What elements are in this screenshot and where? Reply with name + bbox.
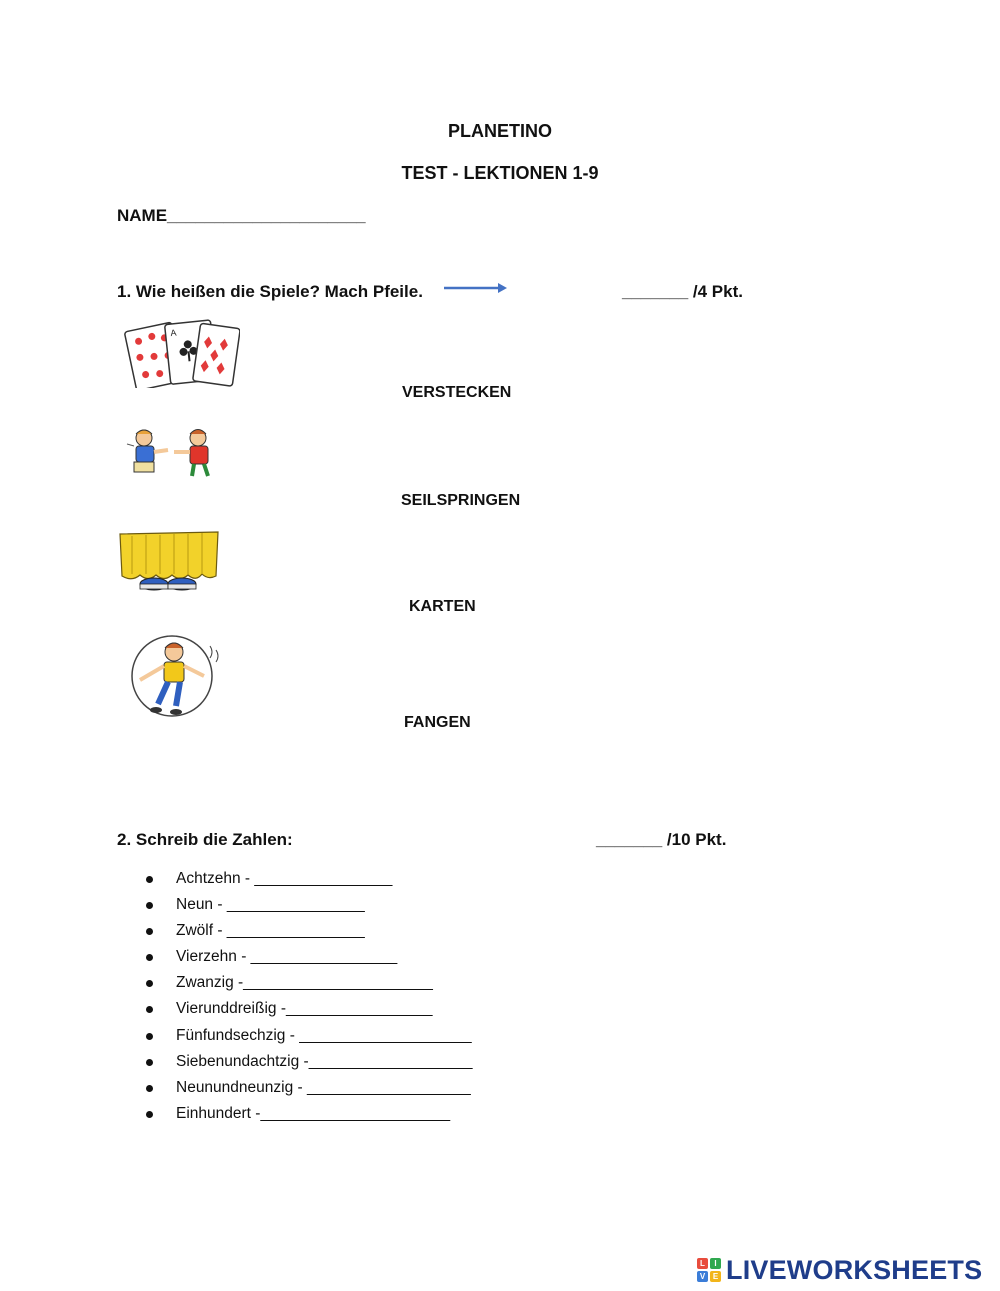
children-playing-tag-image[interactable] <box>122 426 222 480</box>
exercise1-prompt: 1. Wie heißen die Spiele? Mach Pfeile. <box>117 282 423 301</box>
bullet-icon <box>146 1006 153 1013</box>
bullet-icon <box>146 1085 153 1092</box>
name-field[interactable]: NAME_____________________ <box>117 206 366 225</box>
number-item-text: Einhundert -______________________ <box>176 1104 451 1122</box>
number-item-text: Neun - ________________ <box>176 896 365 914</box>
list-item[interactable] <box>146 1075 473 1101</box>
list-item[interactable] <box>146 1023 473 1049</box>
number-item-text: Vierunddreißig -_________________ <box>176 1000 433 1018</box>
logo-letter: V <box>697 1271 708 1282</box>
arrow-icon <box>443 281 509 295</box>
number-item-text: Siebenundachtzig -___________________ <box>176 1052 473 1070</box>
liveworksheets-logo <box>697 1254 982 1286</box>
word-karten[interactable]: KARTEN <box>409 598 476 615</box>
number-item-text: Zwanzig -______________________ <box>176 974 433 992</box>
list-item[interactable] <box>146 970 473 996</box>
list-item[interactable] <box>146 918 473 944</box>
word-fangen[interactable]: FANGEN <box>404 714 471 731</box>
list-item[interactable] <box>146 866 473 892</box>
bullet-icon <box>146 1111 153 1118</box>
boy-jumping-rope-image[interactable] <box>118 632 222 720</box>
number-item-text: Neunundneunzig - ___________________ <box>176 1078 471 1096</box>
bullet-icon <box>146 954 153 961</box>
liveworksheets-logo-text: LIVEWORKSHEETS <box>726 1254 983 1285</box>
bullet-icon <box>146 876 153 883</box>
svg-text:A: A <box>169 327 177 339</box>
hiding-behind-curtain-image[interactable] <box>118 530 222 592</box>
worksheet-subtitle: TEST - LEKTIONEN 1-9 <box>401 163 599 183</box>
exercise2-prompt: 2. Schreib die Zahlen: <box>117 830 293 849</box>
list-item[interactable] <box>146 1049 473 1075</box>
number-item-text: Zwölf - ________________ <box>176 922 365 940</box>
logo-letter: I <box>710 1258 721 1269</box>
playing-cards-image[interactable] <box>122 318 240 388</box>
number-item-text: Fünfundsechzig - ____________________ <box>176 1026 472 1044</box>
bullet-icon <box>146 1059 153 1066</box>
number-item-text: Vierzehn - _________________ <box>176 948 398 966</box>
list-item[interactable] <box>146 892 473 918</box>
number-item-text: Achtzehn - ________________ <box>176 870 393 887</box>
number-list <box>146 866 473 1127</box>
logo-letter: E <box>710 1271 721 1282</box>
bullet-icon <box>146 1033 153 1040</box>
exercise2-score[interactable]: _______ /10 Pkt. <box>596 830 727 849</box>
worksheet-title: PLANETINO <box>447 121 552 141</box>
liveworksheets-logo-icon <box>697 1258 721 1282</box>
logo-letter: L <box>697 1258 708 1269</box>
word-seilspringen[interactable]: SEILSPRINGEN <box>401 492 521 509</box>
list-item[interactable] <box>146 996 473 1022</box>
bullet-icon <box>146 928 153 935</box>
list-item[interactable] <box>146 1101 473 1127</box>
bullet-icon <box>146 980 153 987</box>
word-verstecken[interactable]: VERSTECKEN <box>402 384 512 401</box>
list-item[interactable] <box>146 944 473 970</box>
exercise1-score[interactable]: _______ /4 Pkt. <box>622 282 743 301</box>
bullet-icon <box>146 902 153 909</box>
